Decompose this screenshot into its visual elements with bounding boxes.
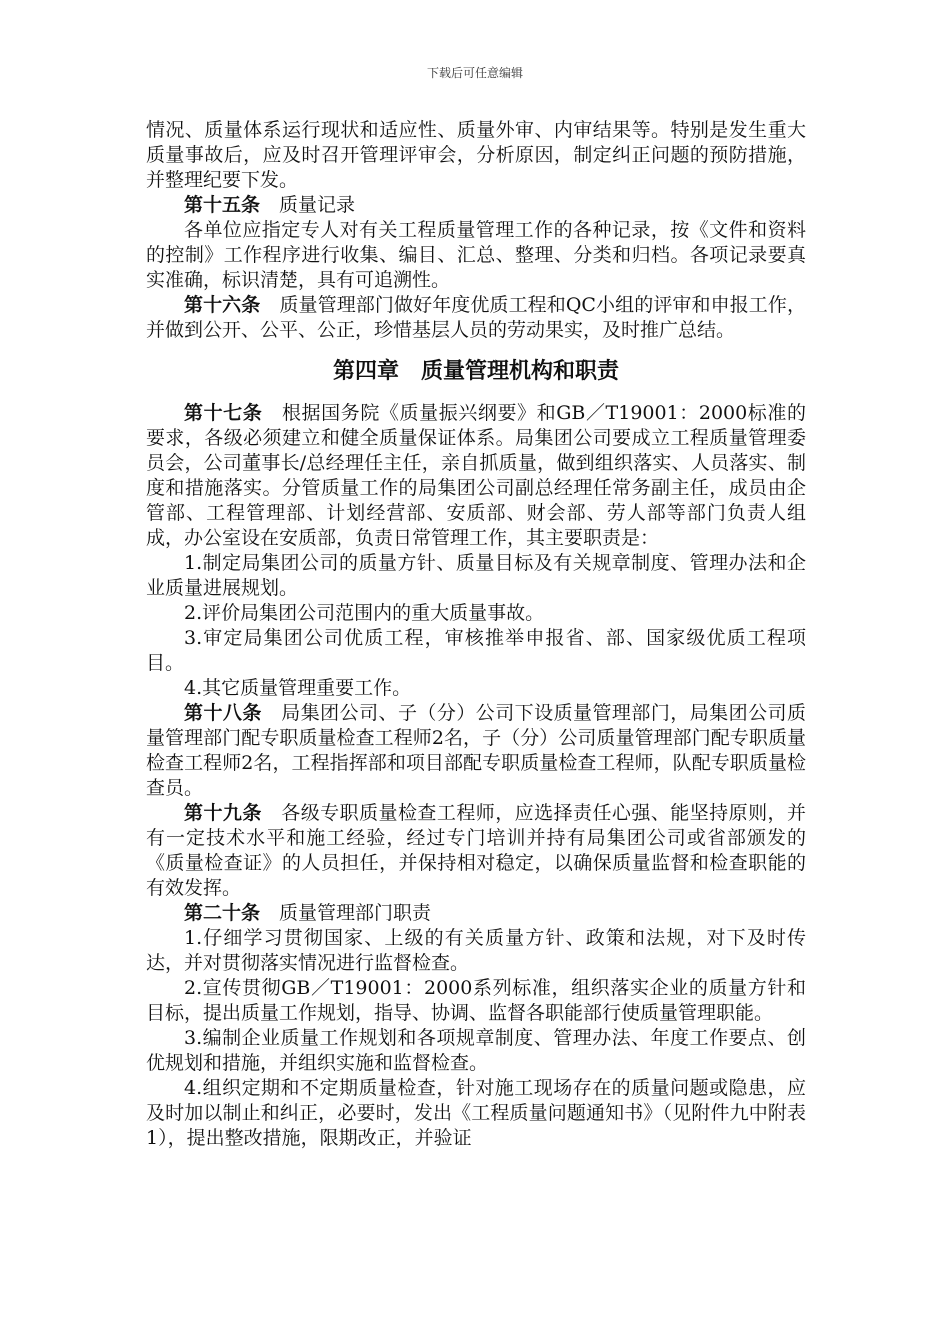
list-item: 3.编制企业质量工作规划和各项规章制度、管理办法、年度工作要点、创优规划和措施，并组织实施和监督检查。 [146,1027,806,1074]
list-item: 2.评价局集团公司范围内的重大质量事故。 [184,602,545,624]
article-text: 质量管理部门做好年度优质工程和QC小组的评审和申报工作，并做到公开、公平、公正，珍惜基层人员的劳动果实，及时推广总结。 [146,294,806,341]
article-18 [146,701,806,801]
chapter-title: 第四章 质量管理机构和职责 [332,359,619,384]
article-heading: 第十七条 [184,402,263,424]
article-16 [146,293,806,343]
article-heading: 第二十条 [184,902,261,924]
article-text: 根据国务院《质量振兴纲要》和GB／T19001：2000标准的要求，各级必须建立和健全质量保证体系。局集团公司要成立工程质量管理委员会，公司董事长/总经理任主任，亲自抓质量，做到组织落实、人员落实、制度和措施落实。分管质量工作的局集团公司副总经理任常务副主任，成员由企管部、工程管理部、计划经营部、安质部、财会部、劳人部等部门负责人组成，办公室设在安质部，负责日常管理工作，其主要职责是： [146,402,806,549]
article-heading: 第十六条 [184,294,261,316]
article-text: 质量记录 [279,194,356,216]
article-20 [146,901,806,926]
article-heading: 第十九条 [184,802,262,824]
list-item: 1.仔细学习贯彻国家、上级的有关质量方针、政策和法规，对下及时传达，并对贯彻落实情况进行监督检查。 [146,927,806,974]
article-text: 质量管理部门职责 [279,902,432,924]
article-heading: 第十八条 [184,702,262,724]
document-body [146,118,806,1151]
list-item: 4.组织定期和不定期质量检查，针对施工现场存在的质量问题或隐患，应及时加以制止和纠正，必要时，发出《工程质量问题通知书》（见附件九中附表1），提出整改措施，限期改正，并验证 [146,1077,806,1149]
list-item: 3.审定局集团公司优质工程，审核推举申报省、部、国家级优质工程项目。 [146,627,806,674]
list-item: 1.制定局集团公司的质量方针、质量目标及有关规章制度、管理办法和企业质量进展规划。 [146,552,806,599]
article-heading: 第十五条 [184,194,261,216]
paragraph: 各单位应指定专人对有关工程质量管理工作的各种记录，按《文件和资料的控制》工作程序进行收集、编目、汇总、整理、分类和归档。各项记录要真实准确，标识清楚，具有可追溯性。 [146,219,806,291]
article-text: 局集团公司、子（分）公司下设质量管理部门，局集团公司质量管理部门配专职质量检查工程师2名，子（分）公司质量管理部门配专职质量检查工程师2名，工程指挥部和项目部配专职质量检查工程师，队配专职质量检查员。 [146,702,806,799]
article-text: 各级专职质量检查工程师，应选择责任心强、能坚持原则，并有一定技术水平和施工经验，经过专门培训并持有局集团公司或省部颁发的《质量检查证》的人员担任，并保持相对稳定，以确保质量监督和检查职能的有效发挥。 [146,802,806,899]
article-17 [146,401,806,551]
page-header: 下载后可任意编辑 [426,66,523,80]
article-19 [146,801,806,901]
paragraph: 情况、质量体系运行现状和适应性、质量外审、内审结果等。特别是发生重大质量事故后，应及时召开管理评审会，分析原因，制定纠正问题的预防措施，并整理纪要下发。 [146,119,806,191]
article-15 [146,193,806,218]
list-item: 2.宣传贯彻GB／T19001：2000系列标准，组织落实企业的质量方针和目标，提出质量工作规划，指导、协调、监督各职能部行使质量管理职能。 [146,977,806,1024]
list-item: 4.其它质量管理重要工作。 [184,677,412,699]
